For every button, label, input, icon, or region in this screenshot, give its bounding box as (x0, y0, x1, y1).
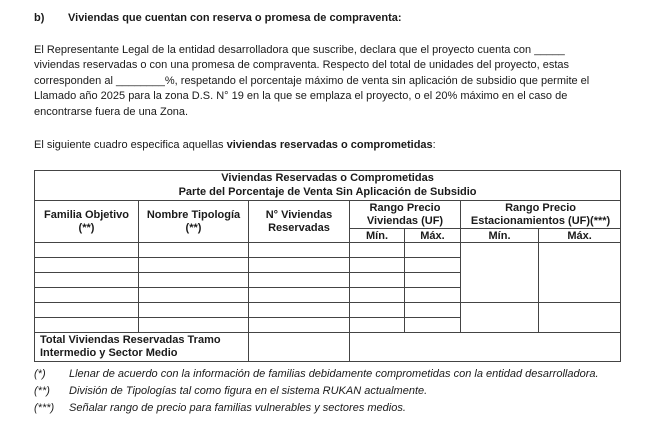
table-cell[interactable] (249, 318, 350, 333)
table-cell[interactable] (350, 273, 405, 288)
paragraph-line: Llamado año 2025 para la zona D.S. N° 19 en la que se emplaza el proyecto, o el 20% máximo en el caso de (34, 90, 568, 103)
col-header-reservadas (249, 201, 350, 243)
footnote-text: División de Tipologías tal como figura en el sistema RUKAN actualmente. (69, 385, 428, 397)
table-cell[interactable] (249, 243, 350, 258)
footnote-mark: (**) (34, 385, 50, 397)
table-cell[interactable] (35, 318, 139, 333)
table-cell[interactable] (139, 243, 249, 258)
footnote-mark: (*) (34, 368, 46, 380)
table-cell[interactable] (139, 273, 249, 288)
table-cell[interactable] (350, 303, 405, 318)
table-row (35, 243, 621, 258)
table-cell[interactable] (35, 273, 139, 288)
col-header-reservadas-line1: N° Viviendas (265, 208, 333, 221)
section-title: Viviendas que cuentan con reserva o promesa de compraventa: (68, 12, 402, 24)
table-cell[interactable] (405, 288, 461, 303)
section-heading (34, 12, 402, 24)
footnote (34, 400, 599, 417)
col-header-rango-viviendas (350, 201, 461, 229)
table-cell[interactable] (405, 273, 461, 288)
table-title-line2: Parte del Porcentaje de Venta Sin Aplicación de Subsidio (178, 185, 477, 198)
col-header-max-viviendas: Máx. (405, 229, 461, 243)
col-header-familia-line1: Familia Objetivo (44, 208, 129, 221)
section-letter: b) (34, 12, 45, 24)
table-cell[interactable] (249, 258, 350, 273)
col-header-rango-viv-line1: Rango Precio (369, 201, 441, 214)
table-title-line1: Viviendas Reservadas o Comprometidas (221, 172, 434, 184)
total-reservadas-cell[interactable] (249, 333, 350, 362)
declaration-paragraph (34, 43, 619, 120)
col-header-rango-est-line1: Rango Precio (505, 201, 576, 214)
reserved-housing-table (34, 170, 621, 362)
footnote (34, 383, 599, 400)
col-header-reservadas-line2: Reservadas (268, 221, 330, 234)
table-cell[interactable] (139, 303, 249, 318)
total-label-line1: Total Viviendas Reservadas Tramo (40, 333, 221, 346)
table-cell[interactable] (405, 258, 461, 273)
footnote-mark: (***) (34, 402, 55, 414)
table-cell[interactable] (249, 273, 350, 288)
table-title (35, 171, 621, 201)
table-cell[interactable] (350, 288, 405, 303)
paragraph-line: El Representante Legal de la entidad desarrolladora que suscribe, declara que el proyecto cuenta con _____ (34, 44, 565, 56)
table-intro (34, 139, 436, 151)
col-header-rango-viv-line2: Viviendas (UF) (366, 214, 444, 227)
footnotes (34, 366, 599, 417)
table-cell[interactable] (139, 318, 249, 333)
paragraph-line: viviendas reservadas o con una promesa de compraventa. Respecto del total de unidades del proyecto, estas (34, 59, 570, 72)
table-cell[interactable] (405, 303, 461, 318)
intro-prefix: El siguiente cuadro especifica aquellas (34, 139, 227, 151)
paragraph-line: corresponden al ________%, respetando el porcentaje máximo de venta sin aplicación de subsidio que permite el (34, 74, 590, 87)
col-header-familia (35, 201, 139, 243)
col-header-min-viviendas: Mín. (350, 229, 405, 243)
col-header-rango-estacionamientos (461, 201, 621, 229)
col-header-tipologia-line2: (**) (185, 221, 202, 234)
table-cell[interactable] (249, 288, 350, 303)
total-label (35, 333, 249, 362)
intro-bold: viviendas reservadas o comprometidas (226, 139, 433, 151)
table-cell[interactable] (139, 258, 249, 273)
footnote (34, 366, 599, 383)
paragraph-line: encontrarse fuera de una Zona. (34, 105, 189, 118)
col-header-familia-line2: (**) (78, 221, 95, 234)
footnote-text: Señalar rango de precio para familias vulnerables y sectores medios. (69, 402, 406, 414)
table-cell[interactable] (139, 288, 249, 303)
table-cell[interactable] (539, 243, 621, 303)
col-header-tipologia-line1: Nombre Tipología (146, 208, 241, 221)
table-cell[interactable] (461, 303, 539, 333)
table-cell[interactable] (350, 318, 405, 333)
total-row (35, 333, 621, 362)
col-header-min-estacionamientos: Mín. (461, 229, 539, 243)
table-cell[interactable] (35, 258, 139, 273)
col-header-rango-est-line2: Estacionamientos (UF)(***) (470, 214, 611, 227)
table-cell[interactable] (35, 303, 139, 318)
table-cell[interactable] (249, 303, 350, 318)
table-cell[interactable] (350, 258, 405, 273)
table-cell[interactable] (35, 288, 139, 303)
footnote-text: Llenar de acuerdo con la información de familias debidamente comprometidas con la entidad desarrolladora. (69, 368, 599, 380)
intro-suffix: : (432, 139, 436, 151)
table-cell[interactable] (405, 243, 461, 258)
table-cell[interactable] (35, 243, 139, 258)
total-blank-cell[interactable] (350, 333, 621, 362)
col-header-max-estacionamientos: Máx. (539, 229, 621, 243)
table-row (35, 303, 621, 318)
col-header-tipologia (139, 201, 249, 243)
total-label-line2: Intermedio y Sector Medio (40, 347, 178, 359)
table-cell[interactable] (461, 243, 539, 303)
table-cell[interactable] (350, 243, 405, 258)
table-cell[interactable] (405, 318, 461, 333)
table-cell[interactable] (539, 303, 621, 333)
